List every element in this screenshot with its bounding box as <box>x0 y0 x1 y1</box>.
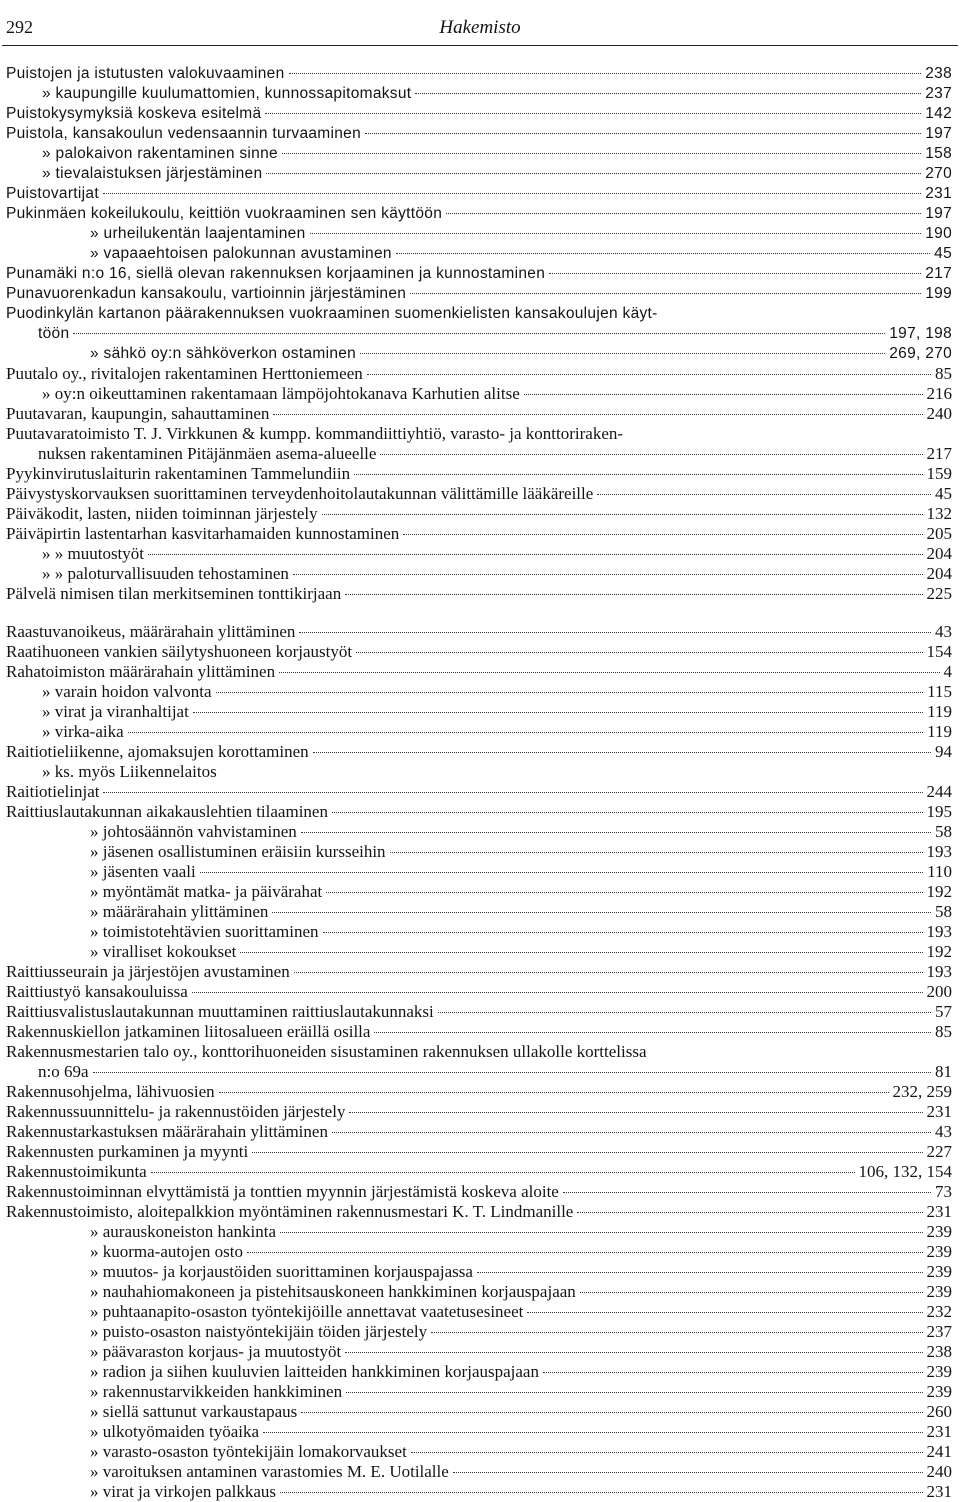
dot-leader <box>446 213 921 214</box>
entry-text: Raittiusvalistuslautakunnan muuttaminen raittiuslautakunnaksi <box>6 1002 434 1021</box>
dot-leader <box>289 73 922 74</box>
running-title: Hakemisto <box>439 17 521 38</box>
entry-page: 57 <box>935 1002 952 1021</box>
entry-page: 58 <box>935 822 952 841</box>
dot-leader <box>200 872 923 873</box>
entry-text: Päiväkodit, lasten, niiden toiminnan järjestely <box>6 504 318 523</box>
entry-text: » » muutostyöt <box>42 544 145 563</box>
index-entry <box>6 324 952 344</box>
index-entry <box>6 1042 952 1062</box>
entry-text: Raitiotielinjat <box>6 782 100 801</box>
dot-leader <box>103 792 922 793</box>
entry-text: Puistovartijat <box>6 185 99 202</box>
entry-page: 227 <box>926 1142 952 1161</box>
dot-leader <box>247 1252 923 1253</box>
dot-leader <box>279 672 939 673</box>
entry-text: » varoituksen antaminen varastomies M. E. Uotilalle <box>90 1462 449 1481</box>
dot-leader <box>192 992 923 993</box>
dot-leader <box>332 1132 931 1133</box>
dot-leader <box>411 1452 923 1453</box>
entry-page: 237 <box>926 1322 952 1341</box>
entry-page: 231 <box>925 185 952 202</box>
dot-leader <box>265 113 921 114</box>
dot-leader <box>103 193 921 194</box>
entry-page: 205 <box>926 524 952 543</box>
dot-leader <box>93 1072 931 1073</box>
dot-leader <box>345 594 922 595</box>
entry-text: Päiväpirtin lastentarhan kasvitarhamaiden kunnostaminen <box>6 524 400 543</box>
entry-text: » vapaaehtoisen palokunnan avustaminen <box>90 245 392 262</box>
entry-text: » » paloturvallisuuden tehostaminen <box>42 564 289 583</box>
entry-text: » määrärahain ylittäminen <box>90 902 269 921</box>
entry-text: Puistojen ja istutusten valokuvaaminen <box>6 65 285 82</box>
dot-leader <box>453 1472 923 1473</box>
index-entry <box>6 1002 952 1022</box>
entry-text: Rakennustarkastuksen määrärahain ylittäminen <box>6 1122 328 1141</box>
entry-text: Rakennusten purkaminen ja myynti <box>6 1142 249 1161</box>
entry-text: Pyykinvirutuslaiturin rakentaminen Tammelundiin <box>6 464 351 483</box>
index-entry <box>6 1402 952 1422</box>
dot-leader <box>282 153 921 154</box>
dot-leader <box>273 414 922 415</box>
index-entry <box>6 364 952 384</box>
dot-leader <box>543 1372 923 1373</box>
index-entry <box>6 464 952 484</box>
entry-text: Rakennussuunnittelu- ja rakennustöiden järjestely <box>6 1102 346 1121</box>
entry-page: 217 <box>925 265 952 282</box>
dot-leader <box>263 1432 922 1433</box>
dot-leader <box>216 692 924 693</box>
entry-text: Rahatoimiston määrärahain ylittäminen <box>6 662 276 681</box>
dot-leader <box>396 253 930 254</box>
entry-text: Puistokysymyksiä koskeva esitelmä <box>6 105 262 122</box>
index-entry <box>6 84 952 104</box>
index-entry <box>6 922 952 942</box>
index-entry <box>6 124 952 144</box>
entry-page: 81 <box>935 1062 952 1081</box>
dot-leader <box>580 1292 923 1293</box>
entry-page: 239 <box>926 1262 952 1281</box>
dot-leader <box>403 534 922 535</box>
index-entry <box>6 742 952 762</box>
entry-page: 195 <box>926 802 952 821</box>
entry-page: 232 <box>926 1302 952 1321</box>
index-entry <box>6 404 952 424</box>
dot-leader <box>240 952 922 953</box>
entry-text: » varain hoidon valvonta <box>42 682 212 701</box>
entry-page: 239 <box>926 1362 952 1381</box>
entry-text: » ulkotyömaiden työaika <box>90 1422 260 1441</box>
dot-leader <box>390 852 923 853</box>
entry-page: 237 <box>925 85 952 102</box>
index-entry <box>6 902 952 922</box>
entry-text: » jäsenten vaali <box>90 862 196 881</box>
index-entry <box>6 762 952 782</box>
index-entry <box>6 962 952 982</box>
entry-page: 192 <box>926 882 952 901</box>
entry-text: » kuorma-autojen osto <box>90 1242 243 1261</box>
entry-text: Rakennusohjelma, lähivuosien <box>6 1082 215 1101</box>
entry-text: » urheilukentän laajentaminen <box>90 225 306 242</box>
entry-page: 239 <box>926 1382 952 1401</box>
index-entry <box>6 1462 952 1482</box>
dot-leader <box>549 273 921 274</box>
entry-text: n:o 69a <box>38 1062 89 1081</box>
dot-leader <box>73 333 885 334</box>
dot-leader <box>219 1092 889 1093</box>
index-entry <box>6 304 952 324</box>
entry-page: 240 <box>926 404 952 423</box>
entry-page: 119 <box>927 722 952 741</box>
entry-page: 45 <box>935 484 952 503</box>
entry-text: » virat ja virkojen palkkaus <box>90 1482 277 1501</box>
entry-text: Rakennuskiellon jatkaminen liitosalueen eräillä osilla <box>6 1022 371 1041</box>
index-entry <box>6 1262 952 1282</box>
entry-text: Puutavaran, kaupungin, sahauttaminen <box>6 404 270 423</box>
entry-text: » ks. myös Liikennelaitos <box>42 762 217 781</box>
entry-text: » tievalaistuksen järjestäminen <box>42 165 263 182</box>
dot-leader <box>148 554 922 555</box>
entry-text: Pälvelä nimisen tilan merkitseminen tonttikirjaan <box>6 584 342 603</box>
entry-page: 132 <box>926 504 952 523</box>
entry-page: 231 <box>926 1102 952 1121</box>
entry-page: 238 <box>926 1342 952 1361</box>
entry-text: » varasto-osaston työntekijäin lomakorvaukset <box>90 1442 407 1461</box>
dot-leader <box>577 1212 922 1213</box>
entry-page: 193 <box>926 842 952 861</box>
entry-text: » sähkö oy:n sähköverkon ostaminen <box>90 345 357 362</box>
entry-text: » muutos- ja korjaustöiden suorittaminen korjauspajassa <box>90 1262 473 1281</box>
index-entry <box>6 1082 952 1102</box>
index-entry <box>6 484 952 504</box>
entry-page: 270 <box>925 165 952 182</box>
entry-text: Puutavaratoimisto T. J. Virkkunen & kumpp. kommandiittiyhtiö, varasto- ja konttoriraken- <box>6 424 624 443</box>
dot-leader <box>323 932 923 933</box>
index-entry <box>6 702 952 722</box>
dot-leader <box>299 632 931 633</box>
index-entry <box>6 1202 952 1222</box>
index-entry <box>6 244 952 264</box>
dot-leader <box>346 1392 922 1393</box>
entry-page: 204 <box>926 544 952 563</box>
entry-text: » päävaraston korjaus- ja muutostyöt <box>90 1342 342 1361</box>
index-entry <box>6 782 952 802</box>
index-entry <box>6 344 952 364</box>
entry-page: 94 <box>935 742 952 761</box>
dot-leader <box>477 1272 923 1273</box>
index-entry <box>6 1142 952 1162</box>
entry-text: Raittiustyö kansakouluissa <box>6 982 188 1001</box>
index-entry <box>6 184 952 204</box>
entry-page: 232, 259 <box>892 1082 952 1101</box>
entry-page: 115 <box>927 682 952 701</box>
dot-leader <box>128 732 923 733</box>
dot-leader <box>301 832 931 833</box>
index-entry <box>6 564 952 584</box>
dot-leader <box>294 972 923 973</box>
entry-text: » toimistotehtävien suorittaminen <box>90 922 319 941</box>
entry-text: » johtosäännön vahvistaminen <box>90 822 297 841</box>
index-entry <box>6 942 952 962</box>
dot-leader <box>360 353 885 354</box>
entry-page: 239 <box>926 1282 952 1301</box>
index-entry <box>6 504 952 524</box>
index-entry <box>6 1022 952 1042</box>
entry-text: » radion ja siihen kuuluvien laitteiden hankkiminen korjauspajaan <box>90 1362 539 1381</box>
entry-text: » rakennustarvikkeiden hankkiminen <box>90 1382 343 1401</box>
index-entry <box>6 384 952 404</box>
dot-leader <box>438 1012 931 1013</box>
entry-page: 43 <box>935 622 952 641</box>
entry-text: Punavuorenkadun kansakoulu, vartioinnin järjestäminen <box>6 285 407 302</box>
entry-text: » puisto-osaston naistyöntekijäin töiden järjestely <box>90 1322 428 1341</box>
dot-leader <box>193 712 923 713</box>
entry-page: 231 <box>926 1482 952 1501</box>
dot-leader <box>313 752 931 753</box>
entry-page: 260 <box>926 1402 952 1421</box>
dot-leader <box>431 1332 922 1333</box>
index-entry <box>6 1242 952 1262</box>
dot-leader <box>597 494 931 495</box>
entry-page: 240 <box>926 1462 952 1481</box>
entry-text: » oy:n oikeuttaminen rakentamaan lämpöjohtokanava Karhutien alitse <box>42 384 520 403</box>
entry-page: 231 <box>926 1202 952 1221</box>
entry-text: töön <box>38 325 70 342</box>
index-entry <box>6 862 952 882</box>
entry-text: » puhtaanapito-osaston työntekijöille annettavat vaatetusesineet <box>90 1302 524 1321</box>
entry-page: 239 <box>926 1242 952 1261</box>
index-entry <box>6 524 952 544</box>
entry-text: Rakennustoiminnan elvyttämistä ja tonttien myynnin järjestämistä koskeva aloite <box>6 1182 559 1201</box>
dot-leader <box>252 1152 922 1153</box>
index-entry <box>6 1122 952 1142</box>
dot-leader <box>349 1112 922 1113</box>
entry-text: » kaupungille kuulumattomien, kunnossapitomaksut <box>42 85 412 102</box>
dot-leader <box>332 812 923 813</box>
entry-page: 199 <box>925 285 952 302</box>
entry-text: » palokaivon rakentaminen sinne <box>42 145 278 162</box>
index-entry <box>6 444 952 464</box>
entry-page: 269, 270 <box>889 345 952 362</box>
dot-leader <box>524 394 923 395</box>
entry-page: 241 <box>926 1442 952 1461</box>
entry-page: 85 <box>935 364 952 383</box>
index-entry <box>6 1162 952 1182</box>
entry-page: 73 <box>935 1182 952 1201</box>
index-entry <box>6 1222 952 1242</box>
entry-page: 106, 132, 154 <box>858 1162 952 1181</box>
entry-text: Raittiuslautakunnan aikakauslehtien tilaaminen <box>6 802 328 821</box>
entry-page: 197, 198 <box>889 325 952 342</box>
entry-page: 4 <box>943 662 952 681</box>
entry-page: 193 <box>926 922 952 941</box>
entry-text: » myöntämät matka- ja päivärahat <box>90 882 323 901</box>
entry-page: 190 <box>925 225 952 242</box>
index-entry <box>6 164 952 184</box>
entry-text: Rakennusmestarien talo oy., konttorihuoneiden sisustaminen rakennuksen ullakolle korttelissa <box>6 1042 647 1061</box>
dot-leader <box>326 892 922 893</box>
index-entry <box>6 264 952 284</box>
entry-text: Rakennustoimikunta <box>6 1162 147 1181</box>
dot-leader <box>266 173 921 174</box>
entry-page: 58 <box>935 902 952 921</box>
dot-leader <box>301 1412 922 1413</box>
index-entry <box>6 682 952 702</box>
index-entry <box>6 882 952 902</box>
dot-leader <box>563 1192 931 1193</box>
index-entry <box>6 104 952 124</box>
dot-leader <box>367 374 931 375</box>
entry-text: » nauhahiomakoneen ja pistehitsauskoneen hankkiminen korjauspajaan <box>90 1282 576 1301</box>
entry-page: 45 <box>934 245 952 262</box>
index-entry <box>6 842 952 862</box>
index-entry <box>6 1442 952 1462</box>
index-entry <box>6 802 952 822</box>
index-entry <box>6 722 952 742</box>
index-entry <box>6 284 952 304</box>
entry-text: Puutalo oy., rivitalojen rakentaminen Herttoniemeen <box>6 364 363 383</box>
index-entry <box>6 1422 952 1442</box>
entry-page: 110 <box>927 862 952 881</box>
entry-text: Raittiusseurain ja järjestöjen avustaminen <box>6 962 290 981</box>
entry-page: 204 <box>926 564 952 583</box>
entry-page: 231 <box>926 1422 952 1441</box>
index-entry <box>6 1322 952 1342</box>
dot-leader <box>280 1232 922 1233</box>
index-entry <box>6 544 952 564</box>
page-number: 292 <box>6 17 33 37</box>
entry-page: 43 <box>935 1122 952 1141</box>
entry-page: 238 <box>925 65 952 82</box>
entry-text: » jäsenen osallistuminen eräisiin kursseihin <box>90 842 386 861</box>
entry-page: 197 <box>925 125 952 142</box>
entry-text: » siellä sattunut varkaustapaus <box>90 1402 298 1421</box>
dot-leader <box>365 133 921 134</box>
index-entry <box>6 224 952 244</box>
dot-leader <box>410 293 921 294</box>
index-entry <box>6 204 952 224</box>
entry-page: 119 <box>927 702 952 721</box>
dot-leader <box>356 652 922 653</box>
entry-text: Pukinmäen kokeilukoulu, keittiön vuokraaminen sen käyttöön <box>6 205 443 222</box>
dot-leader <box>280 1492 922 1493</box>
entry-text: Päivystyskorvauksen suorittaminen terveydenhoitolautakunnan välittämille lääkäreille <box>6 484 594 503</box>
index-entry <box>6 1362 952 1382</box>
entry-text: Raitiotieliikenne, ajomaksujen korottaminen <box>6 742 309 761</box>
entry-page: 200 <box>926 982 952 1001</box>
entry-page: 142 <box>925 105 952 122</box>
entry-page: 154 <box>926 642 952 661</box>
dot-leader <box>272 912 931 913</box>
entry-text: » virat ja viranhaltijat <box>42 702 189 721</box>
index-entry <box>6 1102 952 1122</box>
entry-text: Punamäki n:o 16, siellä olevan rakennuksen korjaaminen ja kunnostaminen <box>6 265 546 282</box>
entry-page: 158 <box>925 145 952 162</box>
index-entry <box>6 1182 952 1202</box>
entry-text: Puodinkylän kartanon päärakennuksen vuokraaminen suomenkielisten kansakoulujen käyt- <box>6 305 658 322</box>
dot-leader <box>527 1312 922 1313</box>
index-entry <box>6 1382 952 1402</box>
index-entry <box>6 64 952 84</box>
dot-leader <box>415 93 921 94</box>
dot-leader <box>345 1352 922 1353</box>
dot-leader <box>151 1172 855 1173</box>
index-entry <box>6 982 952 1002</box>
index-entry <box>6 822 952 842</box>
entry-text: nuksen rakentaminen Pitäjänmäen asema-alueelle <box>38 444 377 463</box>
entry-page: 193 <box>926 962 952 981</box>
entry-page: 239 <box>926 1222 952 1241</box>
index-entry <box>6 144 952 164</box>
index-entry <box>6 584 952 604</box>
index-entry <box>6 1302 952 1322</box>
index-entry <box>6 622 952 642</box>
index-entry <box>6 1282 952 1302</box>
dot-leader <box>322 514 923 515</box>
entry-page: 217 <box>926 444 952 463</box>
entry-page: 159 <box>926 464 952 483</box>
index-entry <box>6 424 952 444</box>
entry-page: 225 <box>926 584 952 603</box>
entry-text: » virka-aika <box>42 722 124 741</box>
entry-page: 216 <box>926 384 952 403</box>
entry-page: 85 <box>935 1022 952 1041</box>
entry-text: Raastuvanoikeus, määrärahain ylittäminen <box>6 622 296 641</box>
dot-leader <box>310 233 922 234</box>
index-entry <box>6 642 952 662</box>
entry-page: 244 <box>926 782 952 801</box>
dot-leader <box>354 474 922 475</box>
dot-leader <box>374 1032 931 1033</box>
entry-text: Puistola, kansakoulun vedensaannin turvaaminen <box>6 125 362 142</box>
entry-text: » aurauskoneiston hankinta <box>90 1222 277 1241</box>
dot-leader <box>293 574 923 575</box>
entry-text: » viralliset kokoukset <box>90 942 237 961</box>
entry-page: 197 <box>925 205 952 222</box>
entry-page: 192 <box>926 942 952 961</box>
entry-text: Rakennustoimisto, aloitepalkkion myöntäminen rakennusmestari K. T. Lindmanille <box>6 1202 574 1221</box>
index-entry <box>6 1342 952 1362</box>
index-entry <box>6 662 952 682</box>
entry-text: Raatihuoneen vankien säilytyshuoneen korjaustyöt <box>6 642 353 661</box>
index-entry <box>6 1062 952 1082</box>
index-entry <box>6 1482 952 1502</box>
dot-leader <box>380 454 922 455</box>
